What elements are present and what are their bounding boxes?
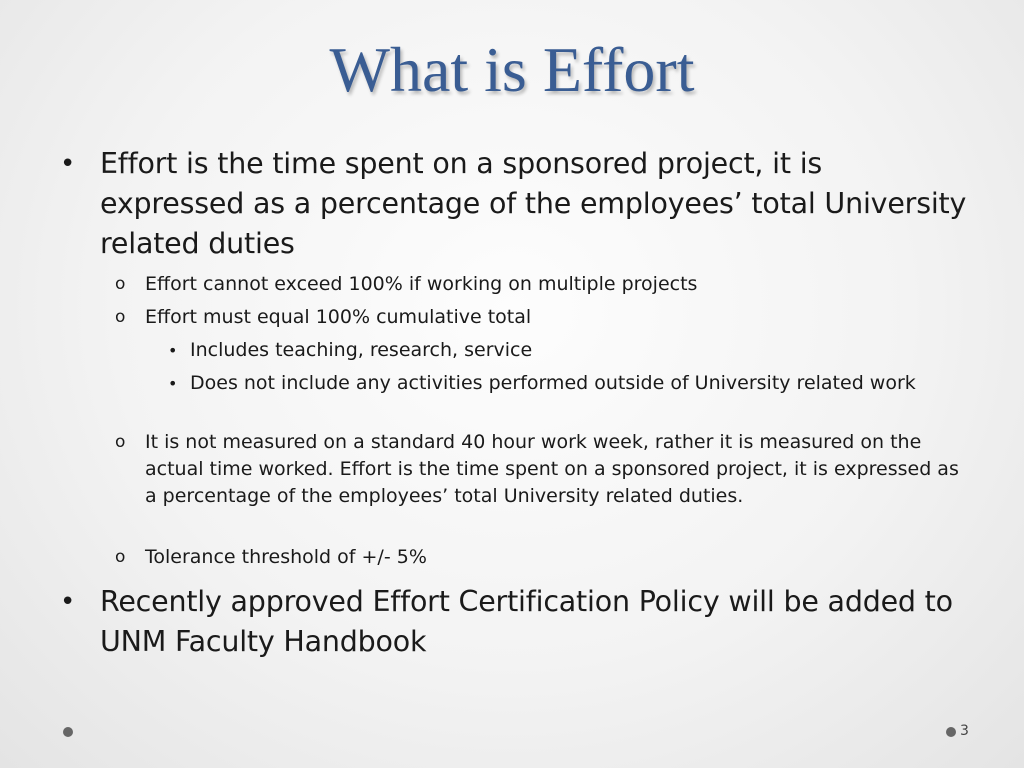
bullet-text: Effort is the time spent on a sponsored project, it is expressed as a percentage of the employees’ total University related duties: [100, 147, 967, 260]
slide-body: [0, 144, 1024, 704]
sub-sub-bullet-excludes: [168, 370, 965, 397]
sub-sub-bullet-text: Includes teaching, research, service: [190, 339, 533, 361]
sub-bullet-marker: o: [115, 307, 126, 327]
sub-bullet-text: It is not measured on a standard 40 hour work week, rather it is measured on the actual time worked. Effort is the time spent on a sponsored project, it is expressed as a percentage of the employees’ total University related duties.: [145, 431, 959, 507]
sub-bullet-tolerance: [115, 544, 965, 571]
bullet-effort-definition: [60, 144, 970, 264]
sub-sub-bullet-includes: [168, 337, 965, 364]
sub-sub-bullet-text: Does not include any activities performed outside of University related work: [190, 372, 916, 394]
page-number: 3: [960, 723, 969, 739]
sub-bullet-text: Effort must equal 100% cumulative total: [145, 306, 532, 328]
bullet-marker: •: [60, 149, 76, 179]
sub-bullet-text: Effort cannot exceed 100% if working on multiple projects: [145, 273, 698, 295]
sub-bullet-marker: o: [115, 432, 126, 452]
sub-bullet-text: Tolerance threshold of +/- 5%: [145, 546, 427, 568]
nav-dot-right: [946, 727, 956, 737]
sub-bullet-cannot-exceed: [115, 271, 965, 298]
bullet-policy: [60, 582, 970, 662]
sub-sub-bullet-marker: •: [168, 374, 178, 393]
sub-bullet-must-equal: [115, 304, 965, 331]
sub-bullet-marker: o: [115, 274, 126, 294]
sub-bullet-measurement: [115, 429, 965, 510]
slide-title: What is Effort: [329, 34, 695, 105]
bullet-marker: •: [60, 587, 76, 617]
sub-sub-bullet-marker: •: [168, 341, 178, 360]
bullet-text: Recently approved Effort Certification Policy will be added to UNM Faculty Handbook: [100, 585, 953, 658]
sub-bullet-marker: o: [115, 547, 126, 567]
nav-dot-left: [63, 727, 73, 737]
